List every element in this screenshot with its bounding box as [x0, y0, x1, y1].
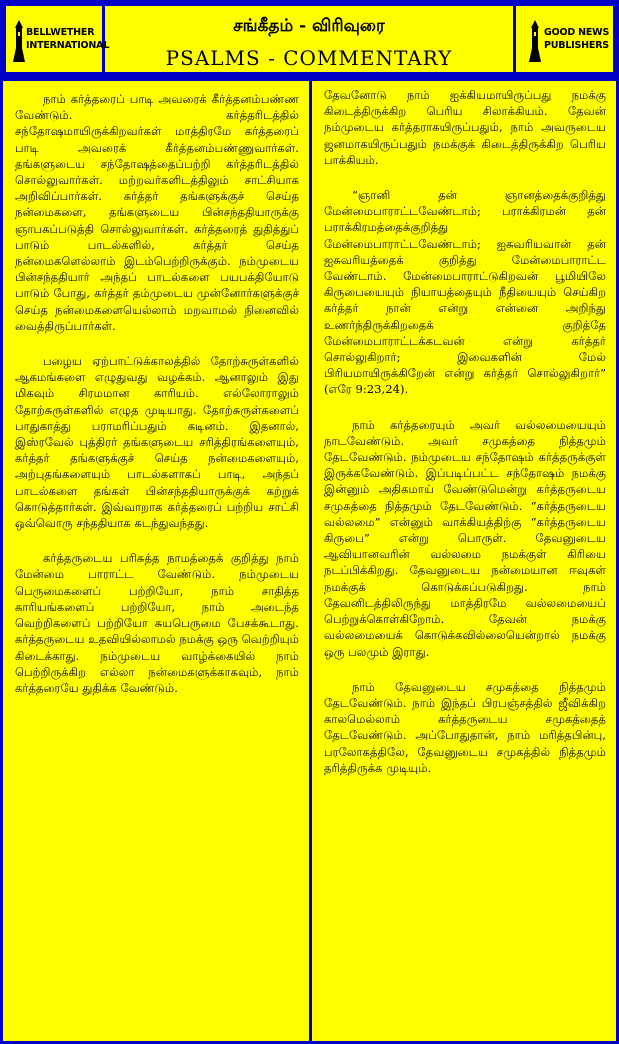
- publisher-logo-left: [3, 3, 110, 75]
- paragraph: கர்த்தருடைய பரிசுத்த நாமத்தைக் குறித்து நாம் மேன்மை பாராட்ட வேண்டும். நம்முடைய பெருமைகளைப் பற்றியோ, நாம் சாதித்த காரியங்களைப் பற்றியோ, நாம் அடைந்த வெற்றிகளைப் பற்றியோ சுயபெருமை பேசக்கூடாது. கர்த்தருடைய உதவியில்லாமல் நமக்கு ஒரு வெற்றியும் கிடைக்காது. நம்முடைய வாழ்க்கையில் நாம் பெற்றிருக்கிற எல்லா நன்மைகளுக்காகவும், நாம் கர்த்தரையே துதிக்க வேண்டும்.: [15, 551, 299, 695]
- title-box: [105, 3, 513, 75]
- right-column: [312, 81, 616, 1041]
- paragraph: நாம் கர்த்தரைப் பாடி அவரைக் கீர்த்தனம்பண்ண வேண்டும். கர்த்தரிடத்தில் சந்தோஷமாயிருக்கிறவர்கள் மாத்திரமே கர்த்தரைப் பாடி அவரைக் கீர்த்தனம்பண்ணுவார்கள். தங்களுடைய சந்தோஷத்தைப்பற்றி கர்த்தரிடத்தில் சொல்லுவார்கள். மற்றவர்களிடத்திலும் சாட்சியாக அறிவிப்பார்கள். கர்த்தர் தங்களுக்குச் செய்த நன்மைகளை, தங்களுடைய பின்சந்ததியாருக்கு ஞாபகப்படுத்தி சொல்லுவார்கள். கர்த்தரைத் துதித்துப் பாடும் பாடல்களில், கர்த்தர் செய்த நன்மைகளெல்லாம் இடம்பெற்றிருக்கும். நம்முடைய பின்சந்ததியார் அந்தப் பாடல்களை பயபக்தியோடு பாடும் போது, கர்த்தர் தம்முடைய முன்னோர்களுக்குச் செய்த நன்மைகளையெல்லாம் மறவாமல் நினைவில் வைத்திருப்பார்கள்.: [15, 92, 299, 333]
- logo-line-2: INTERNATIONAL: [26, 40, 110, 51]
- paragraph: தேவனோடு நாம் ஐக்கியமாயிருப்பது நமக்கு கிடைத்திருக்கிற பெரிய சிலாக்கியம். தேவன் நம்முடைய கர்த்தராகயிருப்பதும், நாம் அவருடைய ஜனமாகயிருப்பதும் நமக்குக் கிடைத்திருக்கிற பெரிய பாக்கியம்.: [324, 88, 606, 167]
- paragraph: பழைய ஏற்பாட்டுக்காலத்தில் தோற்சுருள்களில் ஆகமங்களை எழுதுவது வழக்கம். ஆனாலும் இது மிகவும் சிரமமான காரியம். எல்லோராலும் தோற்சுருள்களில் எழுத முடியாது. தோற்சுருள்களைப் பாதுகாத்து பராமரிப்பதும் கடினம். இதனால், இஸ்ரவேல் புத்திரர் தங்களுடைய சரித்திரங்களையும், கர்த்தர் தங்களுக்குச் செய்த நன்மைகளையும், அற்புதங்களையும் பாடல்களாகப் பாடி, அந்தப் பாடல்களை தங்கள் பின்சந்ததியாருக்குக் கற்றுக் கொடுத்தார்கள். இவ்வாறாக கர்த்தரைப் பற்றிய சாட்சி ஒவ்வொரு சந்ததியாக கடந்துவந்தது.: [15, 354, 299, 531]
- publisher-logo-right: [513, 3, 616, 75]
- left-column: [3, 81, 309, 1041]
- title-english: PSALMS - COMMENTARY: [165, 46, 453, 70]
- logo-line-2: PUBLISHERS: [544, 40, 609, 51]
- page-header: [3, 3, 616, 75]
- logo-line-1: GOOD NEWS: [544, 27, 610, 38]
- paragraph: நாம் கர்த்தரையும் அவர் வல்லமையையும் நாடவேண்டும். அவர் சமுகத்தை நித்தமும் தேடவேண்டும். நம்முடைய சந்தோஷம் கர்த்தருக்குள் இருக்கவேண்டும். இப்படிப்பட்ட சந்தோஷம் நமக்கு இன்னும் அதிகமாய் வேண்டுமென்று கர்த்தருடைய சமுகத்தை நித்தமும் தேடவேண்டும். “கர்த்தருடைய வல்லமை” என்னும் வாக்கியத்திற்கு “கர்த்தருடைய கிருபை” என்று பொருள். தேவனுடைய ஆவியானவரின் வல்லமை நமக்குள் கிரியை நடப்பிக்கிறது. தேவனுடைய நன்மையான ஈவுகள் நமக்குக் கொடுக்கப்படுகிறது. நாம் தேவனிடத்திலிருந்து மாத்திரமே வல்லமையைப் பெற்றுக்கொள்கிறோம். தேவன் நமக்கு வல்லமையைக் கொடுக்கவில்லையென்றால் நமக்கு ஒரு பலமும் இராது.: [324, 417, 606, 659]
- bell-tower-icon: [528, 20, 542, 62]
- scripture-quote: “ஞானி தன் ஞானத்தைக்குறித்து மேன்மைபாராட்டவேண்டாம்; பராக்கிரமன் தன் பராக்கிரமத்தைக்குறித்து மேன்மைபாராட்டவேண்டாம்; ஐசுவரியவான் தன் ஐசுவரியத்தைக் குறித்து மேன்மைபாராட்ட வேண்டாம். மேன்மைபாராட்டுகிறவன் பூமியிலே கிருபையையும் நியாயத்தையும் நீதியையும் செய்கிற கர்த்தர் நான் என்று என்னை அறிந்து உணர்ந்திருக்கிறதைக் குறித்தே மேன்மைபாராட்டக்கடவன் என்று கர்த்தர் சொல்லுகிறார்; இவைகளின் மேல் பிரியமாயிருக்கிறேன் என்று கர்த்தர் சொல்லுகிறார்” (எரே 9:23,24).: [324, 188, 606, 397]
- paragraph: நாம் தேவனுடைய சமுகத்தை நித்தமும் தேடவேண்டும். நாம் இந்தப் பிரபஞ்சத்தில் ஜீவிக்கிற காலமெல்லாம் கர்த்தருடைய சமுகத்தைத் தேடவேண்டும். அப்போதுதான், நாம் மரித்தபின்பு, பரலோகத்திலே, தேவனுடைய சமுகத்தில் நித்தமும் தரித்திருக்க முடியும்.: [324, 679, 606, 775]
- bell-tower-icon: [12, 20, 26, 62]
- title-tamil: சங்கீதம் - விரிவுரை: [233, 16, 385, 36]
- logo-line-1: BELLWETHER: [26, 27, 95, 38]
